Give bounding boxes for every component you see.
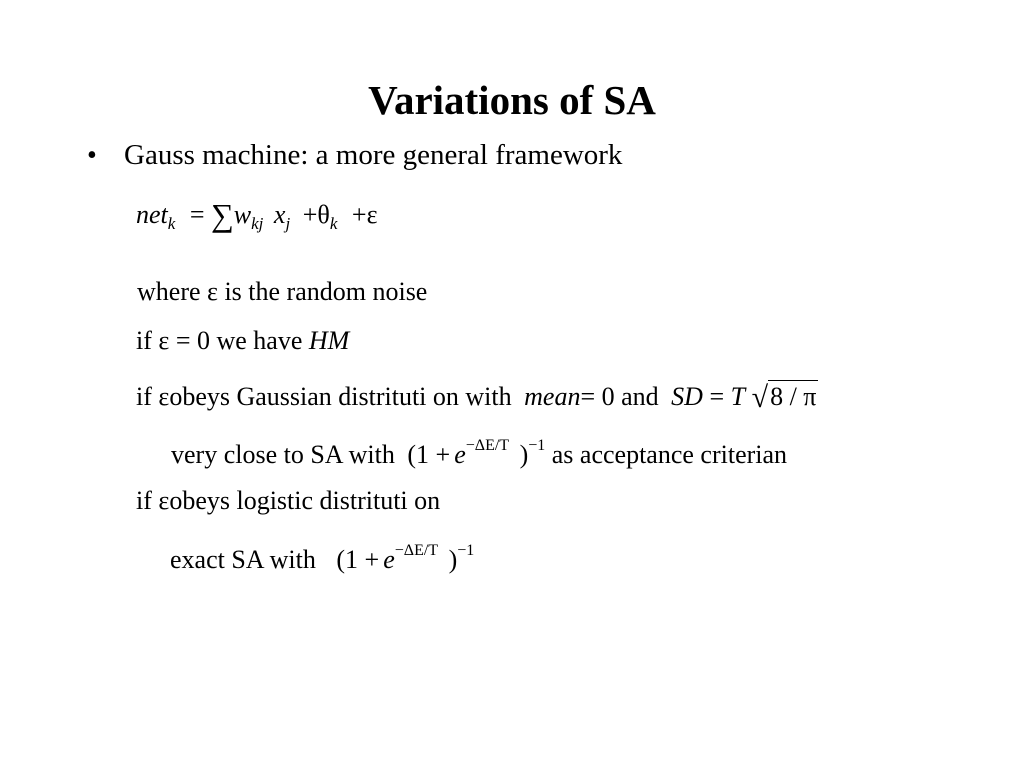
close-e: e xyxy=(454,440,466,469)
eq-equals: = xyxy=(189,200,205,229)
eq-x-sub: j xyxy=(285,214,291,233)
if-epsilon-3: ε xyxy=(158,486,170,515)
where-rest: is the random noise xyxy=(224,277,428,306)
bullet-text: Gauss machine: a more general framework xyxy=(124,139,623,171)
if-zero-text: = 0 we have xyxy=(175,326,303,355)
sqrt-expression xyxy=(752,383,819,413)
close-open-paren: (1 + xyxy=(407,440,451,469)
where-word: where xyxy=(137,277,201,306)
if-word-1: if xyxy=(136,326,152,355)
exact-text: exact SA with xyxy=(170,545,316,574)
eq-plus-1: + xyxy=(302,200,318,229)
eq-theta-sub: k xyxy=(329,214,338,233)
exact-open-paren: (1 + xyxy=(336,545,380,574)
close-exp: −ΔE/T xyxy=(465,437,510,454)
gaussian-text: obeys Gaussian distrituti on with xyxy=(169,382,512,411)
eq-theta: θ xyxy=(317,200,330,229)
eq-net: net xyxy=(136,200,168,229)
close-line xyxy=(171,438,787,468)
slide-title: Variations of SA xyxy=(368,77,656,123)
exact-line xyxy=(170,543,474,573)
sd-T: T xyxy=(730,382,746,411)
exact-e: e xyxy=(383,545,395,574)
hm-text: HM xyxy=(308,326,350,355)
mean-eq-text: = 0 and xyxy=(580,382,659,411)
if-epsilon-2: ε xyxy=(158,382,170,411)
mean-text: mean xyxy=(524,382,581,411)
logistic-line xyxy=(136,488,440,514)
if-epsilon-1: ε xyxy=(158,326,170,355)
eq-sum: ∑ xyxy=(210,197,234,233)
if-zero-line xyxy=(136,328,349,354)
gaussian-line xyxy=(136,383,818,413)
if-word-3: if xyxy=(136,486,152,515)
close-close-paren: ) xyxy=(519,440,529,469)
sqrt-body: 8 / π xyxy=(770,382,817,411)
eq-x: x xyxy=(273,200,286,229)
bullet-dot: • xyxy=(87,140,97,171)
eq-plus-2: + xyxy=(351,200,367,229)
sqrt-sign: √ xyxy=(751,381,769,414)
sd-text: SD xyxy=(671,382,703,411)
logistic-text: obeys logistic distrituti on xyxy=(169,486,441,515)
close-minus-one: −1 xyxy=(528,437,546,454)
where-line xyxy=(137,279,427,305)
eq-net-sub: k xyxy=(167,214,176,233)
eq-epsilon: ε xyxy=(366,200,378,229)
where-epsilon: ε xyxy=(207,277,218,306)
eq-w: w xyxy=(233,200,252,229)
exact-close-paren: ) xyxy=(448,545,458,574)
exact-minus-one: −1 xyxy=(457,542,475,559)
net-equation xyxy=(136,199,377,232)
if-word-2: if xyxy=(136,382,152,411)
close-text: very close to SA with xyxy=(171,440,395,469)
close-rest: as acceptance criterian xyxy=(551,440,788,469)
sd-equals: = xyxy=(709,382,725,411)
exact-exp: −ΔE/T xyxy=(394,542,439,559)
eq-w-sub: kj xyxy=(251,214,264,233)
